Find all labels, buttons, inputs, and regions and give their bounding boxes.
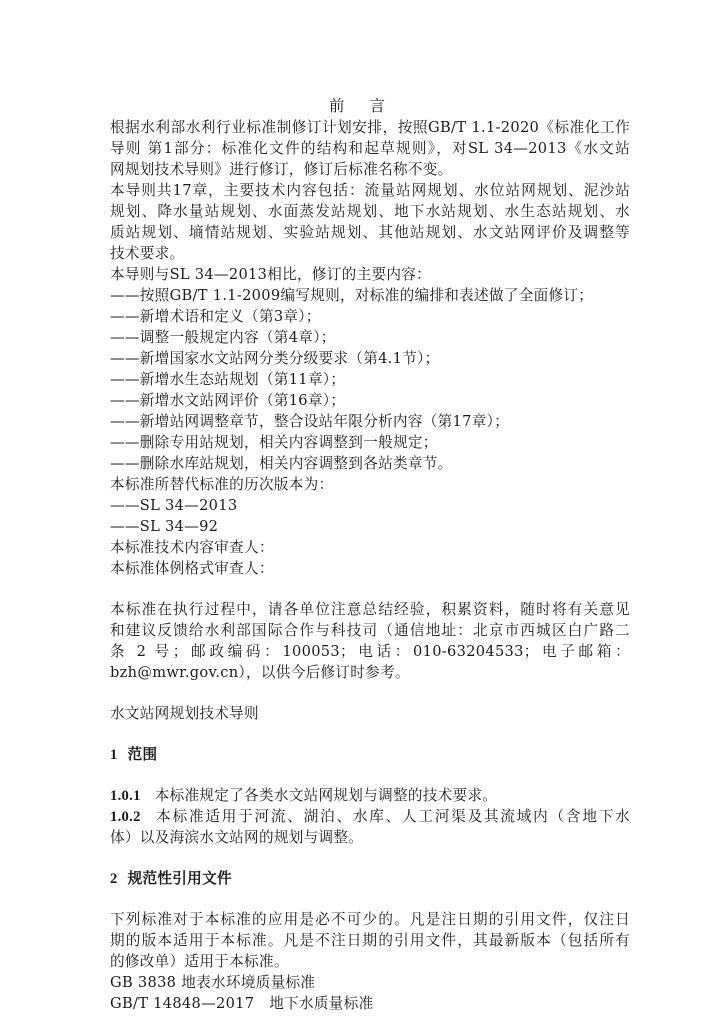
section-2-number: 2	[110, 871, 118, 887]
change-item: ——删除专用站规划，相关内容调整到一般规定；	[110, 434, 438, 451]
foreword-p2-line1: 本导则共17章，主要技术内容包括：流量站网规划、水位站网规划、泥沙站	[110, 182, 630, 199]
feedback-line2: 和建议反馈给水利部国际合作与科技司（通信地址：北京市西城区白广路二	[110, 622, 630, 639]
clause-number: 1.0.2	[110, 809, 141, 825]
changes-intro: 本导则与SL 34—2013相比，修订的主要内容：	[110, 266, 432, 283]
change-item: ——新增水文站网评价（第16章）；	[110, 392, 346, 409]
change-item: ——新增国家水文站网分类分级要求（第4.1节）；	[110, 350, 440, 367]
section-2-heading	[110, 869, 232, 889]
foreword-p1-line2: 导则 第1部分：标准化文件的结构和起草规则》，对SL 34—2013《水文站	[110, 140, 630, 157]
foreword-p2-line2: 规划、降水量站规划、水面蒸发站规划、地下水站规划、水生态站规划、水	[110, 203, 630, 220]
history-item: ——SL 34—92	[110, 518, 219, 535]
foreword-title: 前 言	[329, 97, 395, 115]
feedback-line3: 条 2 号；邮政编码：100053；电话：010-63204533；电子邮箱：	[110, 643, 630, 660]
section-1-title: 范围	[127, 746, 158, 763]
section-1-heading	[110, 745, 157, 765]
change-item: ——新增站网调整章节，整合设站年限分析内容（第17章）；	[110, 413, 510, 430]
clause-1-0-1	[110, 786, 497, 806]
clause-1-0-2-cont: 体）以及海滨水文站网的规划与调整。	[110, 829, 364, 846]
change-item: ——删除水库站规划，相关内容调整到各站类章节。	[110, 455, 453, 472]
clause-1-0-2	[110, 807, 630, 827]
foreword-p2-line4: 技术要求。	[110, 245, 185, 262]
change-item: ——新增水生态站规划（第11章）；	[110, 371, 346, 388]
clause-number: 1.0.1	[110, 788, 141, 804]
history-item: ——SL 34—2013	[110, 497, 238, 514]
foreword-p1-line3: 网规划技术导则》进行修订，修订后标准名称不变。	[110, 161, 453, 178]
reference-item: GB 3838 地表水环境质量标准	[110, 974, 316, 991]
foreword-p2-line3: 质站规划、墒情站规划、实验站规划、其他站规划、水文站网评价及调整等	[110, 224, 630, 241]
doc-title: 水文站网规划技术导则	[110, 705, 259, 722]
change-item: ——新增术语和定义（第3章）；	[110, 308, 321, 325]
reference-item: GB/T 14848—2017 地下水质量标准	[110, 995, 374, 1012]
history-intro: 本标准所替代标准的历次版本为：	[110, 476, 334, 493]
section-2-intro-line2: 期的版本适用于本标准。凡是不注日期的引用文件，其最新版本（包括所有	[110, 932, 630, 949]
section-2-intro-line3: 的修改单）适用于本标准。	[110, 953, 289, 970]
feedback-line1: 本标准在执行过程中，请各单位注意总结经验，积累资料，随时将有关意见	[110, 601, 630, 618]
section-2-title: 规范性引用文件	[127, 870, 232, 887]
section-1-number: 1	[110, 747, 118, 763]
reviewer-format: 本标准体例格式审查人：	[110, 560, 274, 577]
clause-text: 本标准规定了各类水文站网规划与调整的技术要求。	[154, 787, 498, 804]
feedback-line4: bzh@mwr.gov.cn），以供今后修订时参考。	[110, 664, 410, 681]
foreword-p1-line1: 根据水利部水利行业标准制修订计划安排，按照GB/T 1.1-2020《标准化工作	[110, 119, 630, 136]
change-item: ——调整一般规定内容（第4章）；	[110, 329, 336, 346]
change-item: ——按照GB/T 1.1-2009编写规则，对标准的编排和表述做了全面修订；	[110, 287, 594, 304]
section-2-intro-line1: 下列标准对于本标准的应用是必不可少的。凡是注日期的引用文件，仅注日	[110, 911, 630, 928]
reviewer-tech: 本标准技术内容审查人：	[110, 539, 274, 556]
clause-text: 本标准适用于河流、湖泊、水库、人工河渠及其流域内（含地下水	[154, 808, 630, 825]
